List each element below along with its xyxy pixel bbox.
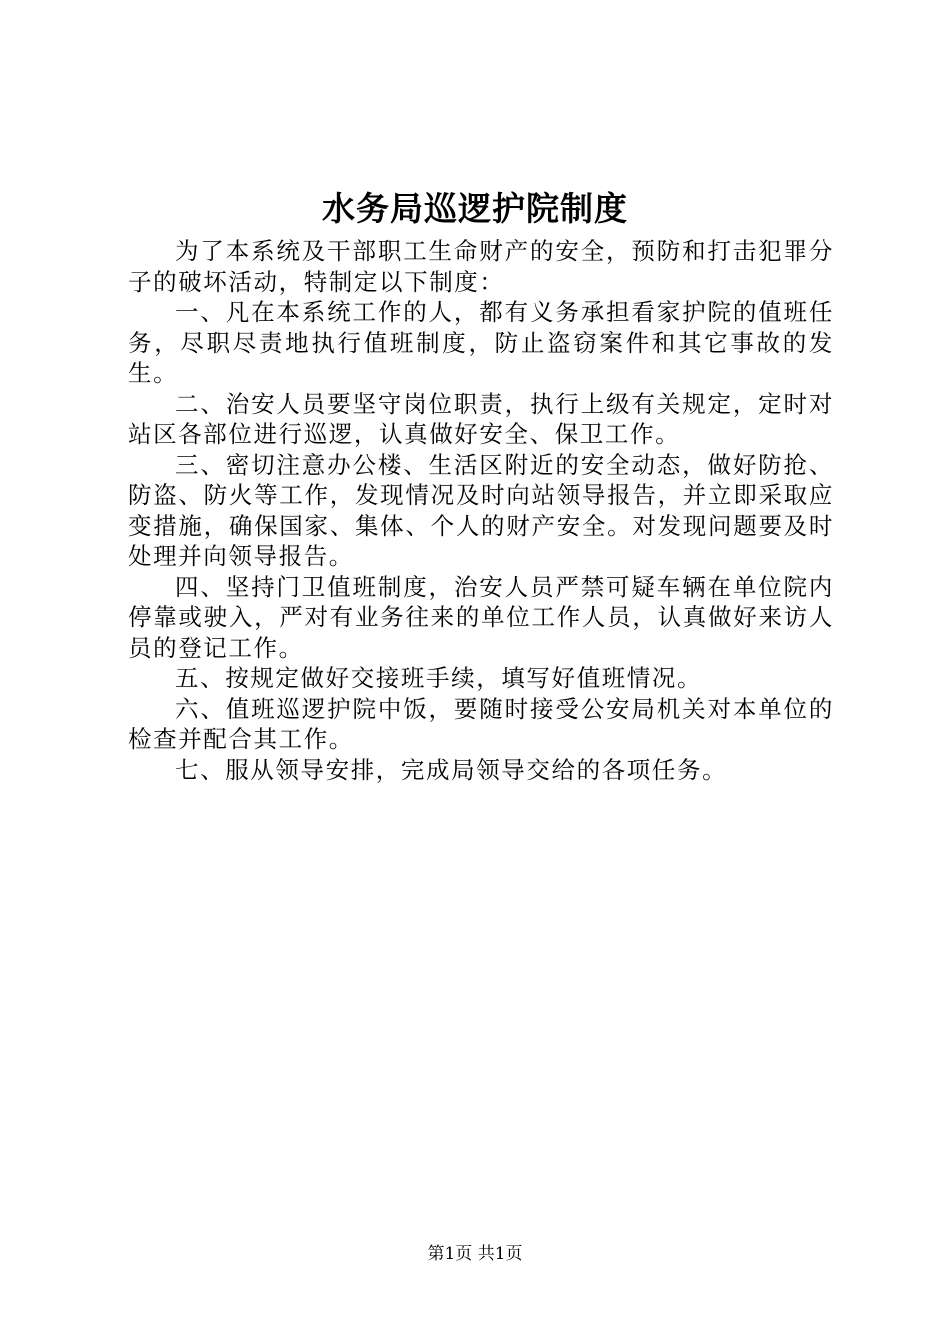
document-title: 水务局巡逻护院制度: [322, 189, 628, 228]
paragraph-rule-3: 三、密切注意办公楼、生活区附近的安全动态，做好防抢、防盗、防火等工作，发现情况及时向站领导报告，并立即采取应变措施，确保国家、集体、个人的财产安全。对发现问题要及时处理并向领导报告。: [128, 450, 834, 570]
paragraph-rule-7: 七、服从领导安排，完成局领导交给的各项任务。: [175, 755, 728, 784]
paragraph-rule-1: 一、凡在本系统工作的人，都有义务承担看家护院的值班任务，尽职尽责地执行值班制度，防止盗窃案件和其它事故的发生。: [128, 298, 834, 387]
paragraph-rule-4: 四、坚持门卫值班制度，治安人员严禁可疑车辆在单位院内停靠或驶入，严对有业务往来的单位工作人员，认真做好来访人员的登记工作。: [128, 572, 834, 662]
page-footer: 第1页 共1页: [427, 1244, 523, 1264]
document-body: [128, 236, 834, 785]
paragraph-rule-6: 六、值班巡逻护院中饭，要随时接受公安局机关对本单位的检查并配合其工作。: [128, 694, 834, 753]
paragraph-intro: 为了本系统及干部职工生命财产的安全，预防和打击犯罪分子的破坏活动，特制定以下制度：: [128, 237, 834, 296]
paragraph-rule-5: 五、按规定做好交接班手续，填写好值班情况。: [175, 664, 703, 692]
paragraph-rule-2: 二、治安人员要坚守岗位职责，执行上级有关规定，定时对站区各部位进行巡逻，认真做好安全、保卫工作。: [128, 389, 834, 448]
